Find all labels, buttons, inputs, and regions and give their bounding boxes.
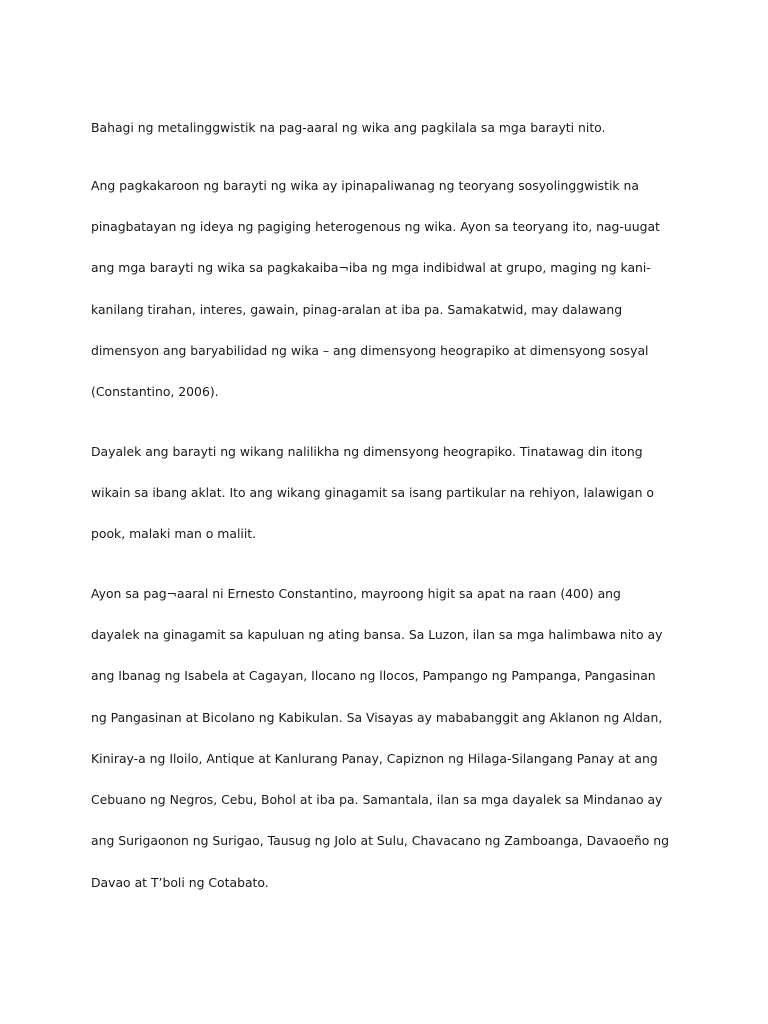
paragraph-2-line-4: kanilang tirahan, interes, gawain, pinag-aralan at iba pa. Samakatwid, may dalawang (91, 302, 623, 317)
paragraph-2-line-1: Ang pagkakaroon ng barayti ng wika ay ipinapaliwanag ng teoryang sosyolinggwistik na (91, 178, 639, 193)
paragraph-2-line-6: (Constantino, 2006). (91, 384, 219, 399)
paragraph-4-line-3: ang Ibanag ng Isabela at Cagayan, Ilocano ng llocos, Pampango ng Pampanga, Pangasinan (91, 668, 656, 683)
paragraph-4-line-1: Ayon sa pag¬aaral ni Ernesto Constantino, mayroong higit sa apat na raan (400) ang (91, 586, 621, 601)
paragraph-2-line-3: ang mga barayti ng wika sa pagkakaiba¬iba ng mga indibidwal at grupo, maging ng kani- (91, 260, 651, 275)
paragraph-4-line-4: ng Pangasinan at Bicolano ng Kabikulan. Sa Visayas ay mababanggit ang Aklanon ng Aldan, (91, 710, 663, 725)
paragraph-2-line-2: pinagbatayan ng ideya ng pagiging heterogenous ng wika. Ayon sa teoryang ito, nag-uugat (91, 219, 660, 234)
paragraph-4-line-8: Davao at T’boli ng Cotabato. (91, 875, 269, 890)
paragraph-3-line-1: Dayalek ang barayti ng wikang nalilikha ng dimensyong heograpiko. Tinatawag din itong (91, 444, 643, 459)
paragraph-4-line-2: dayalek na ginagamit sa kapuluan ng ating bansa. Sa Luzon, ilan sa mga halimbawa nito ay (91, 627, 663, 642)
paragraph-4-line-5: Kiniray-a ng Iloilo, Antique at Kanlurang Panay, Capiznon ng Hilaga-Silangang Panay at ang (91, 751, 658, 766)
paragraph-3-line-2: wikain sa ibang aklat. Ito ang wikang ginagamit sa isang partikular na rehiyon, lalawigan o (91, 485, 654, 500)
paragraph-3-line-3: pook, malaki man o maliit. (91, 526, 257, 541)
paragraph-2-line-5: dimensyon ang baryabilidad ng wika – ang dimensyong heograpiko at dimensyong sosyal (91, 343, 649, 358)
paragraph-1-line-1: Bahagi ng metalinggwistik na pag-aaral ng wika ang pagkilala sa mga barayti nito. (91, 120, 606, 135)
paragraph-4-line-6: Cebuano ng Negros, Cebu, Bohol at iba pa. Samantala, ilan sa mga dayalek sa Mindanao ay (91, 792, 663, 807)
paragraph-4-line-7: ang Surigaonon ng Surigao, Tausug ng Jolo at Sulu, Chavacano ng Zamboanga, Davaoeño ng (91, 833, 669, 848)
